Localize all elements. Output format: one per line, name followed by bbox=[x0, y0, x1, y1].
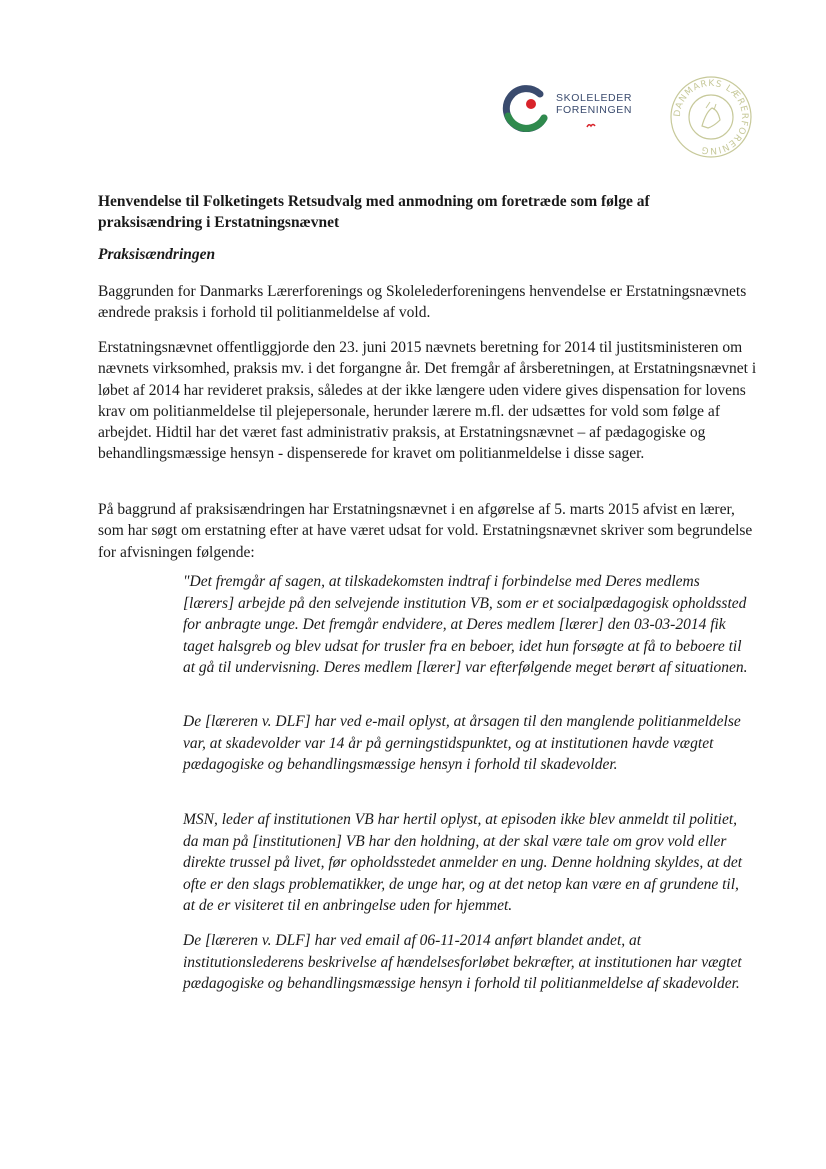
body-paragraph: Erstatningsnævnet offentliggjorde den 23. juni 2015 nævnets beretning for 2014 til justitsministeren om nævnets virksomhed, praksis mv. i det forgangne år. Det fremgår af årsberetningen, at Erstatningsnævnet i løbet af 2014 har revideret praksis, således at der ikke længere uden videre gives dispensation for lovens krav om politianmeldelse til plejepersonale, herunder lærere m.fl. der udsættes for vold som følge af arbejdet. Hidtil har det været fast administrativ praksis, at Erstatningsnævnet – af pædagogiske og behandlingsmæssige hensyn - dispenserede for kravet om politianmeldelse i disse sager. bbox=[98, 339, 757, 463]
quote-paragraph: De [læreren v. DLF] har ved email af 06-11-2014 anført blandet andet, at institutionslederens beskrivelse af hændelsesforløbet bekræfter, at institutionen har vægtet pædagogiske og behandlingsmæssige hensyn i forhold til politianmeldelse af skadevolder. bbox=[183, 932, 742, 993]
seal-text: DANMARKS LÆRERFORENING bbox=[672, 78, 750, 156]
svg-text:DANMARKS LÆRERFORENING bbox=[673, 79, 749, 155]
document-title: Henvendelse til Folketingets Retsudvalg med anmodning om foretræde som følge af praksisændring i Erstatningsnævnet bbox=[98, 193, 650, 231]
body-paragraph: Baggrunden for Danmarks Lærerforenings og Skolelederforeningens henvendelse er Erstatningsnævnets ændrede praksis i forhold til politianmeldelse af vold. bbox=[98, 283, 747, 322]
quote-paragraph: "Det fremgår af sagen, at tilskadekomsten indtraf i forbindelse med Deres medlems [lærers] arbejde på den selvejende institution VB, som er et socialpædagogisk opholdssted for anbragte unge. Det fremgår endvidere, at Deres medlem [lærer] den 03-03-2014 fik taget halsgreb og blev udsat for trusler fra en beboer, idet hun forsøgte at få to beboere til at gå til undervisning. Deres medlem [lærer] var efterfølgende meget berørt af situationen. bbox=[183, 573, 748, 677]
skolelederforeningen-wordmark: SKOLELEDER FORENINGEN bbox=[556, 92, 633, 116]
quote-paragraph: MSN, leder af institutionen VB har hertil oplyst, at episoden ikke blev anmeldt til politiet, da man på [institutionen] VB har den holdning, at der skal være tale om grov vold eller direkte trussel på livet, før opholdsstedet anmelder en ung. Denne holdning skyldes, at det ofte er den slags problematikker, de unge har, og at det netop kan være en af grundene til, at de er visiteret til en anbringelse uden for hjemmet. bbox=[183, 811, 743, 915]
danmarks-laererforening-seal-icon bbox=[668, 74, 754, 160]
skolelederforeningen-mark-icon bbox=[500, 82, 550, 132]
body-paragraph: På baggrund af praksisændringen har Erstatningsnævnet i en afgørelse af 5. marts 2015 afvist en lærer, som har søgt om erstatning efter at have været udsat for vold. Erstatningsnævnet skriver som begrundelse for afvisningen følgende: bbox=[98, 501, 753, 561]
quote-paragraph: De [læreren v. DLF] har ved e-mail oplyst, at årsagen til den manglende politianmeldelse var, at skadevolder var 14 år på gerningstidspunktet, og at institutionen havde vægtet pædagogiske og behandlingsmæssige hensyn i forhold til skadevolder. bbox=[183, 713, 741, 774]
skolelederforeningen-logo bbox=[500, 82, 650, 138]
section-heading: Praksisændringen bbox=[98, 246, 216, 263]
red-accent-icon bbox=[586, 122, 598, 128]
